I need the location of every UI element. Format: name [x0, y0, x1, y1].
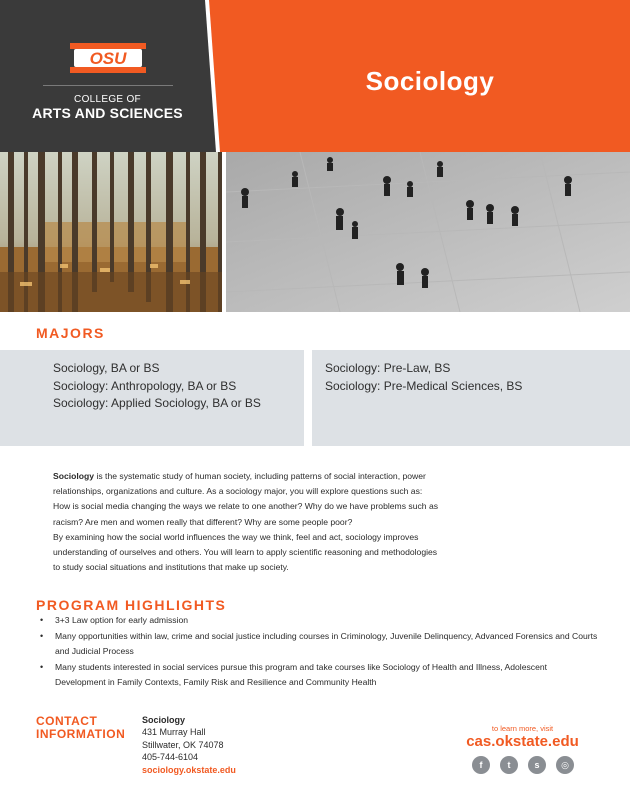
social-links [472, 756, 574, 774]
page-title: Sociology [365, 66, 495, 96]
contact-address-line2: Stillwater, OK 74078 [142, 739, 224, 750]
majors-list-right [312, 350, 630, 446]
highlights-heading: PROGRAM HIGHLIGHTS [36, 597, 227, 613]
contact-heading [36, 715, 146, 740]
contact-website-link[interactable]: sociology.okstate.edu [142, 764, 236, 775]
header-banner [0, 0, 630, 152]
major-item: Sociology: Anthropology, BA or BS [53, 378, 237, 393]
learn-more-text: to learn more, visit [491, 724, 554, 733]
major-item: Sociology: Pre-Medical Sciences, BS [325, 378, 523, 393]
plaza-people-photo [226, 152, 630, 312]
highlight-item: • Many students interested in social services pursue this program and take courses like Sociology of Health and Illness, Adolescent Development in Family Contexts, Family Risk and Resilience and Community Health [40, 660, 600, 691]
cas-website-link[interactable]: cas.okstate.edu [466, 733, 579, 750]
program-description [53, 469, 523, 575]
logo-divider [43, 85, 173, 86]
college-logo[interactable] [0, 40, 215, 121]
college-name-line1: COLLEGE OF [74, 94, 141, 105]
major-item: Sociology, BA or BS [53, 361, 160, 375]
majors-list-left [0, 350, 304, 446]
major-item: Sociology: Applied Sociology, BA or BS [53, 396, 261, 410]
forest-library-photo [0, 152, 230, 312]
photo-strip [0, 152, 630, 312]
contact-address-line1: 431 Murray Hall [142, 727, 206, 738]
contact-heading-line2: INFORMATION [36, 726, 126, 741]
snapchat-icon[interactable]: s [528, 756, 546, 774]
osu-logo-icon [68, 40, 148, 76]
twitter-icon[interactable]: t [500, 756, 518, 774]
instagram-icon[interactable]: ◎ [556, 756, 574, 774]
header-photos [0, 152, 630, 312]
contact-heading-line1: CONTACT [36, 714, 98, 728]
logo-text: OSU [89, 49, 126, 68]
description-lead: Sociology [53, 471, 95, 481]
highlights-list [40, 613, 600, 691]
major-item: Sociology: Pre-Law, BS [325, 361, 451, 375]
highlight-item: • 3+3 Law option for early admission [40, 613, 600, 629]
college-name-line2: ARTS AND SCIENCES [32, 105, 183, 121]
description-body: is the systematic study of human society, including patterns of social interaction, power relationships, organizations and culture. As a sociology major, you will explore questions such as: How is social media changing the ways we relate to one another? Why do we have problems such as racism? Are men and women really that different? Why are some people poor? By examining how the social world influences the way we think, feel and act, sociology improves understanding of ourselves and others. You will learn to apply scientific reasoning and methodologies to study social situations and institutions that make up society. [53, 471, 439, 573]
facebook-icon[interactable]: f [472, 756, 490, 774]
highlight-item: • Many opportunities within law, crime and social justice including courses in Criminology, Juvenile Delinquency, Advanced Forensics and Courts and Judicial Process [40, 629, 600, 660]
contact-info [142, 714, 236, 776]
contact-department: Sociology [142, 715, 186, 725]
contact-phone[interactable]: 405-744-6104 [142, 752, 199, 763]
majors-heading: MAJORS [36, 325, 105, 341]
